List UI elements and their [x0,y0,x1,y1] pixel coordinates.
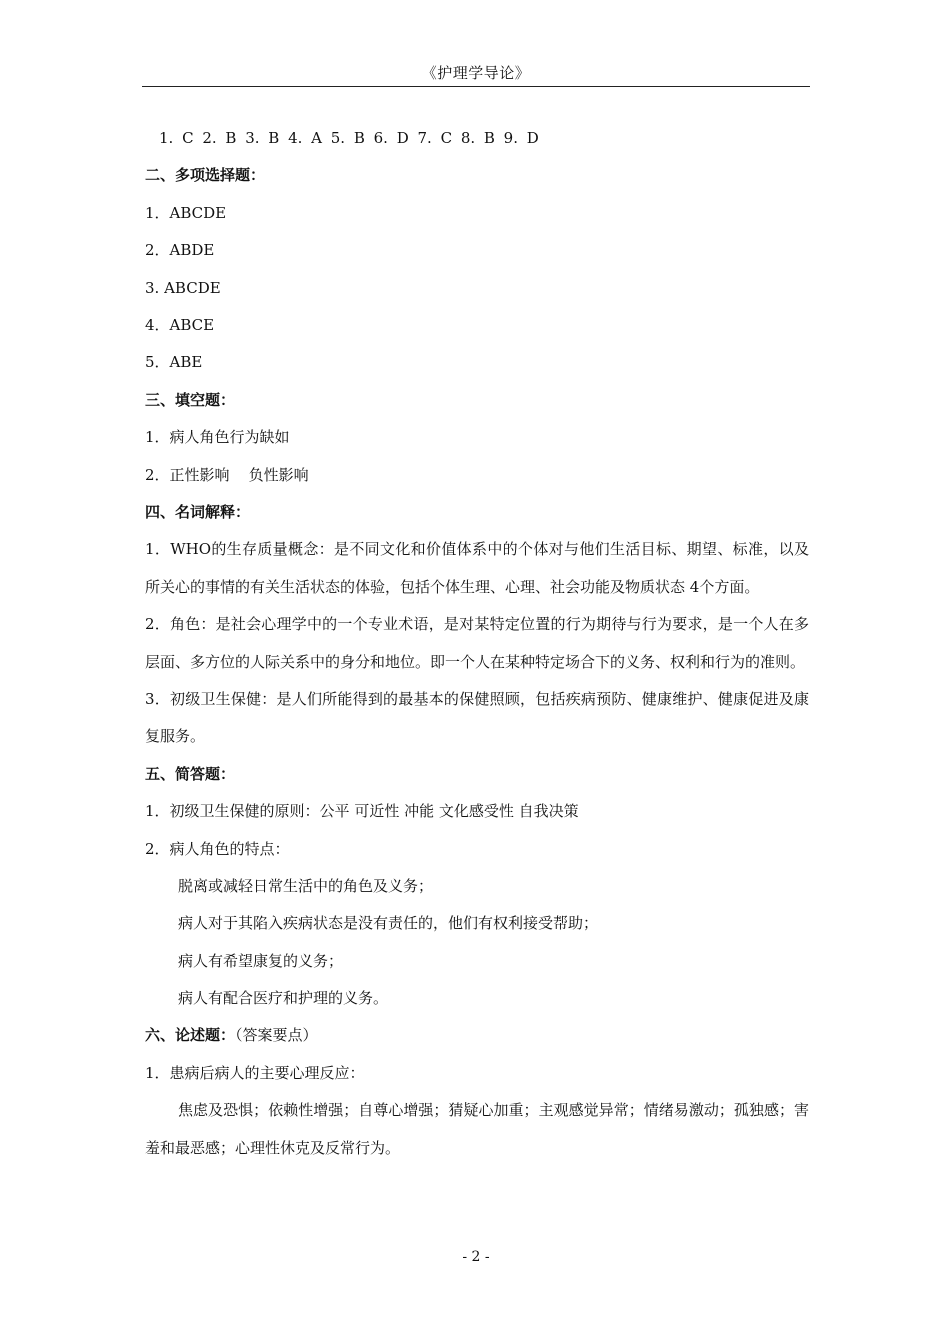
essay-note: （答案要点） [235,1026,318,1045]
fill-blank-answer-1: 1．病人角色行为缺如 [145,428,290,447]
definition-quality-of-life: 1．WHO的生存质量概念：是不同文化和价值体系中的个体对与他们生活目标、期望、标准，以及所关心的事情的有关生活状态的体验，包括个体生理、心理、社会功能及物质状态 4个方面。 [145,540,809,596]
header-divider [142,86,810,87]
multiple-choice-answer-2: 2．ABDE [145,241,215,260]
essay-answer-1-text: 焦虑及恐惧；依赖性增强；自尊心增强；猜疑心加重；主观感觉异常；情绪易激动；孤独感；害羞和最恶感；心理性休克及反常行为。 [145,1101,809,1157]
section-heading-short-answer: 五、简答题： [145,764,236,783]
multiple-choice-answer-5: 5．ABE [145,353,203,372]
document-body [145,120,809,1167]
multiple-choice-answer-3: 3. ABCDE [145,278,221,297]
single-choice-answers: 1. C 2. B 3. B 4. A 5. B 6. D 7. C 8. B 9. D [159,129,539,147]
short-answer-1: 1．初级卫生保健的原则：公平 可近性 冲能 文化感受性 自我决策 [145,802,579,821]
multiple-choice-answer-4: 4．ABCE [145,315,215,334]
fill-blank-answer-2: 2．正性影响 负性影响 [145,465,309,484]
section-heading-essay: 六、论述题： [145,1026,236,1045]
section-heading-fill-blank: 三、填空题： [145,390,236,409]
definition-role: 2．角色：是社会心理学中的一个专业术语，是对某特定位置的行为期待与行为要求，是一个人在多层面、多方位的人际关系中的身分和地位。即一个人在某种特定场合下的义务、权利和行为的准则。 [145,615,809,671]
essay-answer-1: 1．患病后病人的主要心理反应： [145,1063,365,1082]
section-heading-definitions: 四、名词解释： [145,502,251,521]
sick-role-point-4: 病人有配合医疗和护理的义务。 [178,989,389,1008]
page-header-title: 《护理学导论》 [421,64,531,82]
sick-role-point-1: 脱离或减轻日常生活中的角色及义务； [178,876,434,895]
multiple-choice-answer-1: 1．ABCDE [145,203,227,222]
sick-role-point-3: 病人有希望康复的义务； [178,951,344,970]
section-heading-essay-row [145,1017,809,1054]
definition-primary-health-care: 3．初级卫生保健：是人们所能得到的最基本的保健照顾，包括疾病预防、健康维护、健康促进及康复服务。 [145,689,809,746]
section-heading-multiple-choice: 二、多项选择题： [145,166,266,185]
short-answer-2: 2．病人角色的特点： [145,839,290,858]
page-number: - 2 - [462,1249,490,1265]
sick-role-point-2: 病人对于其陷入疾病状态是没有责任的，他们有权利接受帮助； [178,914,599,933]
